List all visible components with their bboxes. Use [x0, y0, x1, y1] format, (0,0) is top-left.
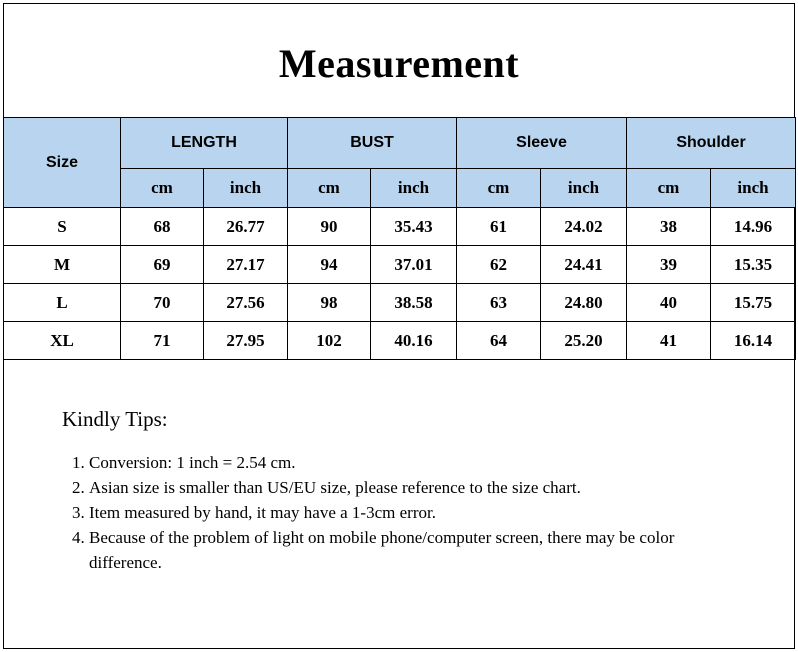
table-cell: 41 — [627, 322, 711, 360]
tips-list — [62, 450, 742, 575]
table-cell: 63 — [457, 284, 541, 322]
table-cell: 15.75 — [711, 284, 796, 322]
unit-header: inch — [711, 169, 796, 208]
table-cell: 24.02 — [541, 208, 627, 246]
table-cell: 27.17 — [204, 246, 288, 284]
table-cell: 71 — [121, 322, 204, 360]
table-cell: 68 — [121, 208, 204, 246]
table-cell: 62 — [457, 246, 541, 284]
unit-header: inch — [541, 169, 627, 208]
table-cell: 94 — [288, 246, 371, 284]
table-cell: 40 — [627, 284, 711, 322]
table-cell: 24.80 — [541, 284, 627, 322]
tip-item: 4. Because of the problem of light on mobile phone/computer screen, there may be color difference. — [89, 525, 742, 575]
table-cell: 70 — [121, 284, 204, 322]
table-row — [4, 208, 796, 246]
header-row-units — [4, 169, 796, 208]
page-title: Measurement — [278, 40, 520, 86]
table-cell: 69 — [121, 246, 204, 284]
size-cell: M — [4, 246, 121, 284]
group-header-bust: BUST — [288, 118, 457, 169]
table-cell: 90 — [288, 208, 371, 246]
group-header-shoulder: Shoulder — [627, 118, 796, 169]
table-cell: 27.95 — [204, 322, 288, 360]
tips-heading: Kindly Tips: — [62, 407, 168, 431]
table-row — [4, 284, 796, 322]
unit-header: cm — [121, 169, 204, 208]
size-header: Size — [4, 118, 121, 208]
unit-header: cm — [288, 169, 371, 208]
tip-item: 1. Conversion: 1 inch = 2.54 cm. — [89, 450, 742, 475]
tip-item: 2. Asian size is smaller than US/EU size, please reference to the size chart. — [89, 475, 742, 500]
table-cell: 25.20 — [541, 322, 627, 360]
table-row — [4, 246, 796, 284]
table-cell: 61 — [457, 208, 541, 246]
unit-header: inch — [204, 169, 288, 208]
table-cell: 14.96 — [711, 208, 796, 246]
table-cell: 38.58 — [371, 284, 457, 322]
unit-header: cm — [457, 169, 541, 208]
header-row-groups — [4, 118, 796, 169]
size-cell: L — [4, 284, 121, 322]
unit-header: inch — [371, 169, 457, 208]
table-cell: 102 — [288, 322, 371, 360]
table-cell: 38 — [627, 208, 711, 246]
table-cell: 35.43 — [371, 208, 457, 246]
table-cell: 64 — [457, 322, 541, 360]
tips-section — [62, 407, 742, 575]
group-header-length: LENGTH — [121, 118, 288, 169]
table-cell: 98 — [288, 284, 371, 322]
table-cell: 16.14 — [711, 322, 796, 360]
tip-item: 3. Item measured by hand, it may have a 1-3cm error. — [89, 500, 742, 525]
size-table — [3, 117, 796, 360]
group-header-sleeve: Sleeve — [457, 118, 627, 169]
title-area — [3, 3, 795, 118]
table-row — [4, 322, 796, 360]
size-cell: XL — [4, 322, 121, 360]
table-cell: 15.35 — [711, 246, 796, 284]
table-cell: 40.16 — [371, 322, 457, 360]
table-cell: 37.01 — [371, 246, 457, 284]
unit-header: cm — [627, 169, 711, 208]
table-cell: 26.77 — [204, 208, 288, 246]
table-cell: 39 — [627, 246, 711, 284]
table-cell: 24.41 — [541, 246, 627, 284]
table-cell: 27.56 — [204, 284, 288, 322]
size-cell: S — [4, 208, 121, 246]
